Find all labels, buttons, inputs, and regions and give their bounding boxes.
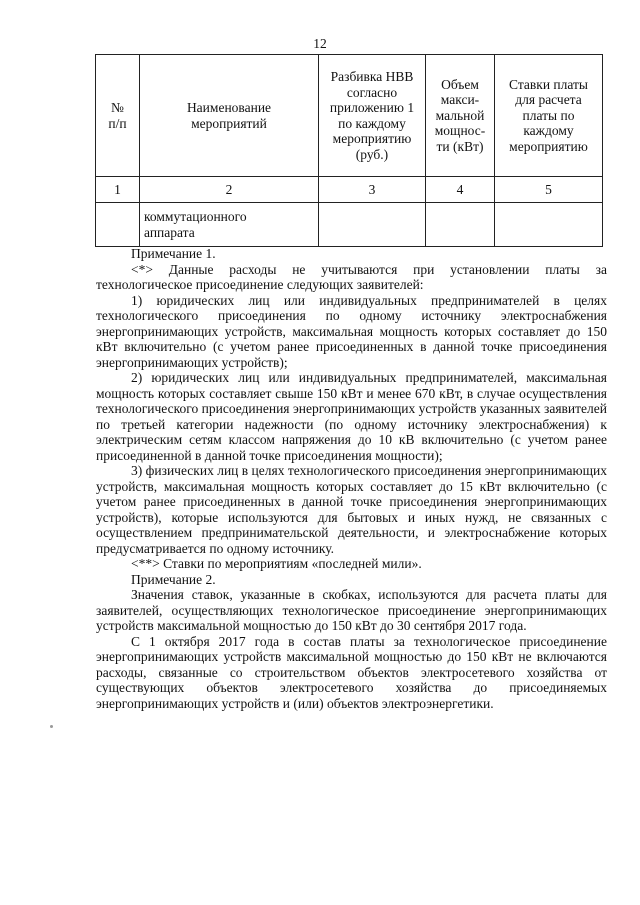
notes-section [96,246,607,711]
table-row [96,203,603,247]
cell-name: коммутационного аппарата [140,203,319,247]
note1-intro: <*> Данные расходы не учитываются при установлении платы за технологическое присоединение следующих заявителей: [96,261,607,292]
header-capacity: Объем макси- мальной мощнос- ти (кВт) [426,55,495,177]
tariff-table [95,54,603,247]
note2-paragraph-2: С 1 октября 2017 года в состав платы за технологическое присоединение энергопринимающих устройств максимальной мощностью до 150 кВт не включаются расходы, связанные со строительством объектов электросетевого хозяйства от существующих объектов электросетевого хозяйства до присоединяемых энергопринимающих устройств и (или) объектов электроэнергетики. [96,633,607,711]
note2-title: Примечание 2. [131,571,216,587]
column-number-row [96,177,603,203]
note1-title: Примечание 1. [131,246,216,261]
cell-nvv [319,203,426,247]
header-num: № п/п [96,55,140,177]
column-number: 3 [319,177,426,203]
note1-item-1: 1) юридических лиц или индивидуальных предпринимателей в целях технологического присоединения по одному источнику электроснабжения энергопринимающих устройств, максимальная мощность которых составляет до 150 кВт включительно (с учетом ранее присоединенных в данной точке присоединения энергопринимающих устройств); [96,292,607,370]
table-header-row [96,55,603,177]
header-rates: Ставки платы для расчета платы по каждому мероприятию [495,55,603,177]
column-number: 4 [426,177,495,203]
last-mile-note: <**> Ставки по мероприятиям «последней мили». [131,556,422,571]
header-name: Наименование мероприятий [140,55,319,177]
scan-speck [50,725,53,728]
cell-capacity [426,203,495,247]
note1-item-2: 2) юридических лиц или индивидуальных предпринимателей, максимальная мощность которых составляет свыше 150 кВт и менее 670 кВт, в случае осуществления технологического присоединения энергопринимающих устройств указанных заявителей по третьей категории надежности (по одному источнику электроснабжения) к электрическим сетям классом напряжения до 10 кВ включительно (с учетом ранее присоединенной в данной точке присоединения мощности); [96,370,607,463]
note1-item-3: 3) физических лиц в целях технологического присоединения энергопринимающих устройств, максимальная мощность которых составляет до 15 кВт включительно (с учетом ранее присоединенных в данной точке присоединения энергопринимающих устройств), которые используются для бытовых и иных нужд, не связанных с осуществлением предпринимательской деятельности, и электроснабжение которых предусматривается по одному источнику. [96,463,607,556]
page-number: 12 [313,36,327,51]
column-number: 1 [96,177,140,203]
note2-paragraph-1: Значения ставок, указанные в скобках, используются для расчета платы для заявителей, осуществляющих технологическое присоединение энергопринимающих устройств максимальной мощностью до 150 кВт до 30 сентября 2017 года. [96,587,607,633]
column-number: 5 [495,177,603,203]
cell-rates [495,203,603,247]
cell-num [96,203,140,247]
column-number: 2 [140,177,319,203]
header-nvv: Разбивка НВВ согласно приложению 1 по каждому мероприятию (руб.) [319,55,426,177]
